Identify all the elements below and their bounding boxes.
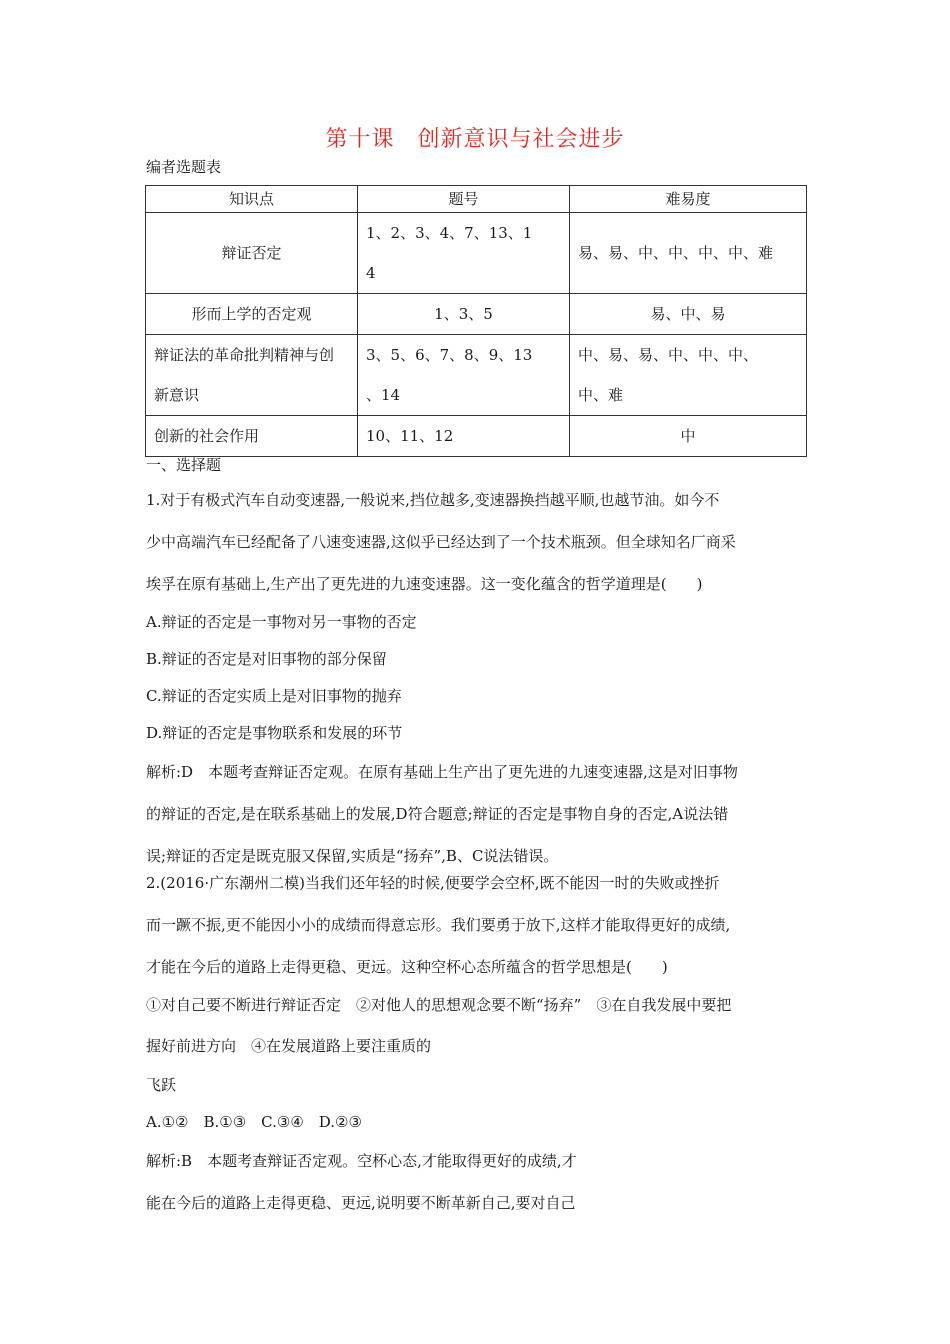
cell-line: 新意识 bbox=[154, 386, 200, 404]
analysis-line: 误;辩证的否定是既克服又保留,实质是“扬弃”,B、C说法错误。 bbox=[146, 847, 559, 865]
cell-line: 10、11、12 bbox=[366, 427, 454, 445]
cell-line: 中 bbox=[680, 427, 696, 445]
cell-line: 辩证否定 bbox=[221, 244, 282, 262]
cell-line: 3、5、6、7、8、9、13 bbox=[366, 346, 533, 364]
choice-line: 握好前进方向 ④在发展道路上要注重质的 bbox=[146, 1037, 432, 1055]
question-1 bbox=[146, 480, 812, 876]
cell-line: 中、难 bbox=[578, 386, 624, 404]
options-line: A.①② B.①③ C.③④ D.②③ bbox=[146, 1113, 362, 1131]
option-b: B.辩证的否定是对旧事物的部分保留 bbox=[146, 650, 387, 668]
analysis-line: 解析:D 本题考查辩证否定观。在原有基础上生产出了更先进的九速变速器,这是对旧事物 bbox=[146, 763, 738, 781]
cell-line: 辩证法的革命批判精神与创 bbox=[154, 346, 335, 364]
topic-cell bbox=[146, 294, 358, 335]
cell-line: 易、易、中、中、中、中、难 bbox=[578, 244, 774, 262]
page-title: 第十课 创新意识与社会进步 bbox=[325, 127, 625, 152]
cell-line: 中、易、易、中、中、中、 bbox=[578, 346, 759, 364]
difficulty-cell bbox=[570, 213, 807, 294]
option-c: C.辩证的否定实质上是对旧事物的抛弃 bbox=[146, 687, 402, 705]
topic-cell bbox=[146, 213, 358, 294]
table-caption: 编者选题表 bbox=[146, 158, 222, 176]
question-stem-line: 1.对于有极式汽车自动变速器,一般说来,挡位越多,变速器换挡越平顺,也越节油。如今不 bbox=[146, 491, 720, 509]
cell-line: 易、中、易 bbox=[650, 305, 726, 323]
analysis-line: 解析:B 本题考查辩证否定观。空杯心态,才能取得更好的成绩,才 bbox=[146, 1152, 577, 1170]
numbers-cell bbox=[358, 213, 570, 294]
option-d: D.辩证的否定是事物联系和发展的环节 bbox=[146, 724, 403, 742]
choice-line: 飞跃 bbox=[146, 1076, 177, 1094]
analysis-line: 的辩证的否定,是在联系基础上的发展,D符合题意;辩证的否定是事物自身的否定,A说法错 bbox=[146, 805, 729, 823]
cell-line: 形而上学的否定观 bbox=[191, 305, 312, 323]
cell-line: 、14 bbox=[366, 386, 401, 404]
question-stem-line: 埃孚在原有基础上,生产出了更先进的九速变速器。这一变化蕴含的哲学道理是( ) bbox=[146, 575, 703, 593]
option-a: A.辩证的否定是一事物对另一事物的否定 bbox=[146, 613, 417, 631]
cell-line: 4 bbox=[366, 264, 376, 282]
cell-line: 1、2、3、4、7、13、1 bbox=[366, 224, 533, 242]
question-stem-line: 2.(2016·广东潮州二模)当我们还年轻的时候,便要学会空杯,既不能因一时的失败或挫折 bbox=[146, 874, 720, 892]
section-heading: 一、选择题 bbox=[146, 456, 222, 474]
topic-cell bbox=[146, 335, 358, 416]
numbers-cell bbox=[358, 294, 570, 335]
difficulty-cell bbox=[570, 335, 807, 416]
topic-table bbox=[145, 185, 807, 457]
cell-line: 1、3、5 bbox=[434, 305, 493, 323]
header-difficulty: 难易度 bbox=[570, 186, 807, 213]
table-row bbox=[146, 294, 807, 335]
question-stem-line: 少中高端汽车已经配备了八速变速器,这似乎已经达到了一个技术瓶颈。但全球知名厂商采 bbox=[146, 533, 736, 551]
numbers-cell bbox=[358, 335, 570, 416]
table-header-row bbox=[146, 186, 807, 213]
analysis-line: 能在今后的道路上走得更稳、更远,说明要不断革新自己,要对自己 bbox=[146, 1194, 576, 1212]
cell-line: 创新的社会作用 bbox=[154, 427, 260, 445]
difficulty-cell bbox=[570, 294, 807, 335]
header-numbers: 题号 bbox=[358, 186, 570, 213]
header-topic: 知识点 bbox=[146, 186, 358, 213]
question-stem-line: 才能在今后的道路上走得更稳、更远。这种空杯心态所蕴含的哲学思想是( ) bbox=[146, 958, 668, 976]
question-2 bbox=[146, 863, 812, 1223]
choice-line: ①对自己要不断进行辩证否定 ②对他人的思想观念要不断“扬弃” ③在自我发展中要把 bbox=[146, 996, 732, 1014]
table-row bbox=[146, 335, 807, 416]
question-stem-line: 而一蹶不振,更不能因小小的成绩而得意忘形。我们要勇于放下,这样才能取得更好的成绩, bbox=[146, 916, 731, 934]
table-row bbox=[146, 213, 807, 294]
